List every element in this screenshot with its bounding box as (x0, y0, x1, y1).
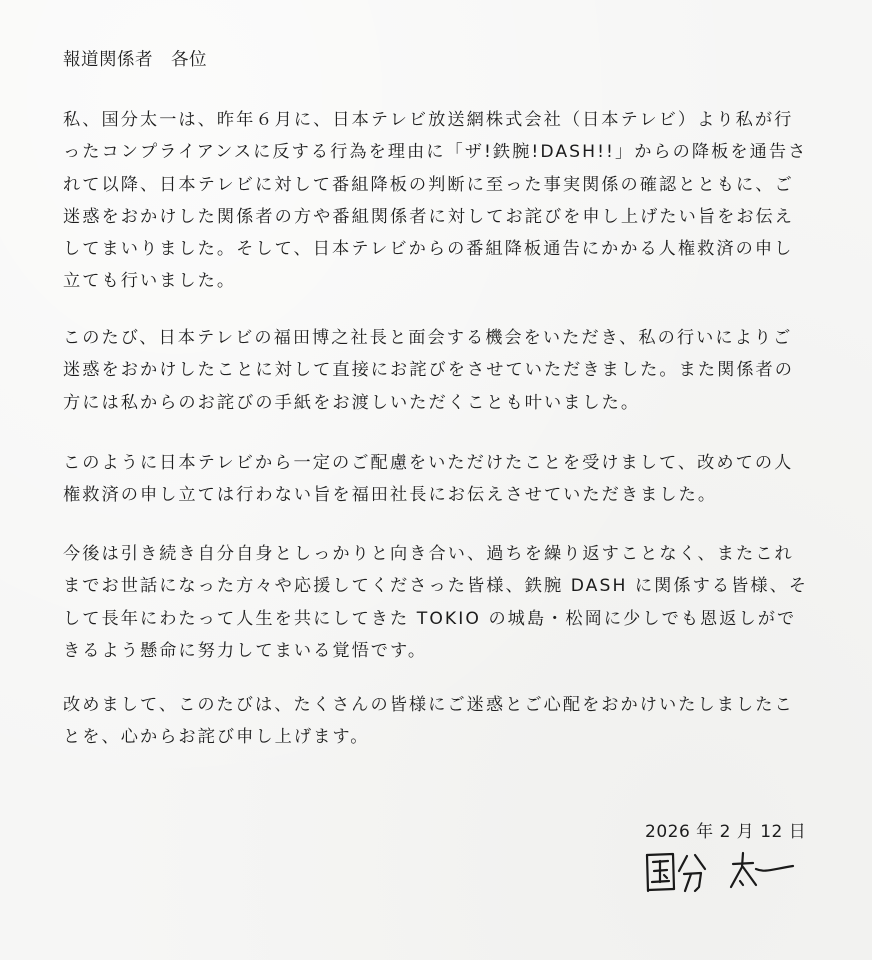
paragraph-5 (63, 689, 823, 754)
paragraph-4 (63, 538, 823, 667)
signature-strokes-icon (643, 847, 803, 897)
paragraph-2 (63, 322, 823, 419)
addressee-line: 報道関係者 各位 (63, 50, 207, 70)
text-line: れて以降、日本テレビに対して番組降板の判断に至った事実関係の確認とともに、ご (63, 174, 794, 195)
text-line: 権救済の申し立ては行わない旨を福田社長にお伝えさせていただきました。 (63, 485, 718, 506)
paragraph-3 (63, 447, 823, 512)
text-line: 改めまして、このたびは、たくさんの皆様にご迷惑とご心配をおかけいたしましたこ (63, 695, 794, 715)
text-line: 私、国分太一は、昨年６月に、日本テレビ放送網株式会社（日本テレビ）より私が行 (63, 110, 794, 130)
text-line: きるよう懸命に努力してまいる覚悟です。 (63, 640, 428, 661)
handwritten-signature (643, 847, 803, 897)
text-line: 立ても行いました。 (63, 271, 237, 292)
text-line: 迷惑をおかけしたことに対して直接にお詫びをさせていただきました。また関係者の (63, 360, 795, 381)
text-line: 迷惑をおかけした関係者の方や番組関係者に対してお詫びを申し上げたい旨をお伝え (63, 206, 795, 227)
text-line: までお世話になった方々や応援してくださった皆様、鉄腕 DASH に関係する皆様、そ (63, 576, 809, 597)
text-line: して長年にわたって人生を共にしてきた TOKIO の城島・松岡に少しでも恩返しがで (63, 608, 797, 629)
text-line: とを、心からお詫び申し上げます。 (63, 727, 370, 748)
letter-date: 2026 年 2 月 12 日 (645, 822, 807, 842)
text-line: このように日本テレビから一定のご配慮をいただけたことを受けまして、改めての人 (63, 453, 794, 473)
paragraph-1 (63, 104, 823, 298)
text-line: このたび、日本テレビの福田博之社長と面会する機会をいただき、私の行いによりご (63, 328, 793, 348)
text-line: 今後は引き続き自分自身としっかりと向き合い、過ちを繰り返すことなく、またこれ (63, 544, 794, 564)
text-line: 方には私からのお詫びの手紙をお渡しいただくことも叶いました。 (63, 392, 641, 413)
text-line: ったコンプライアンスに反する行為を理由に「ザ!鉄腕!DASH!!」からの降板を通告さ (63, 142, 808, 163)
text-line: してまいりました。そして、日本テレビからの番組降板通告にかかる人権救済の申し (63, 239, 794, 260)
